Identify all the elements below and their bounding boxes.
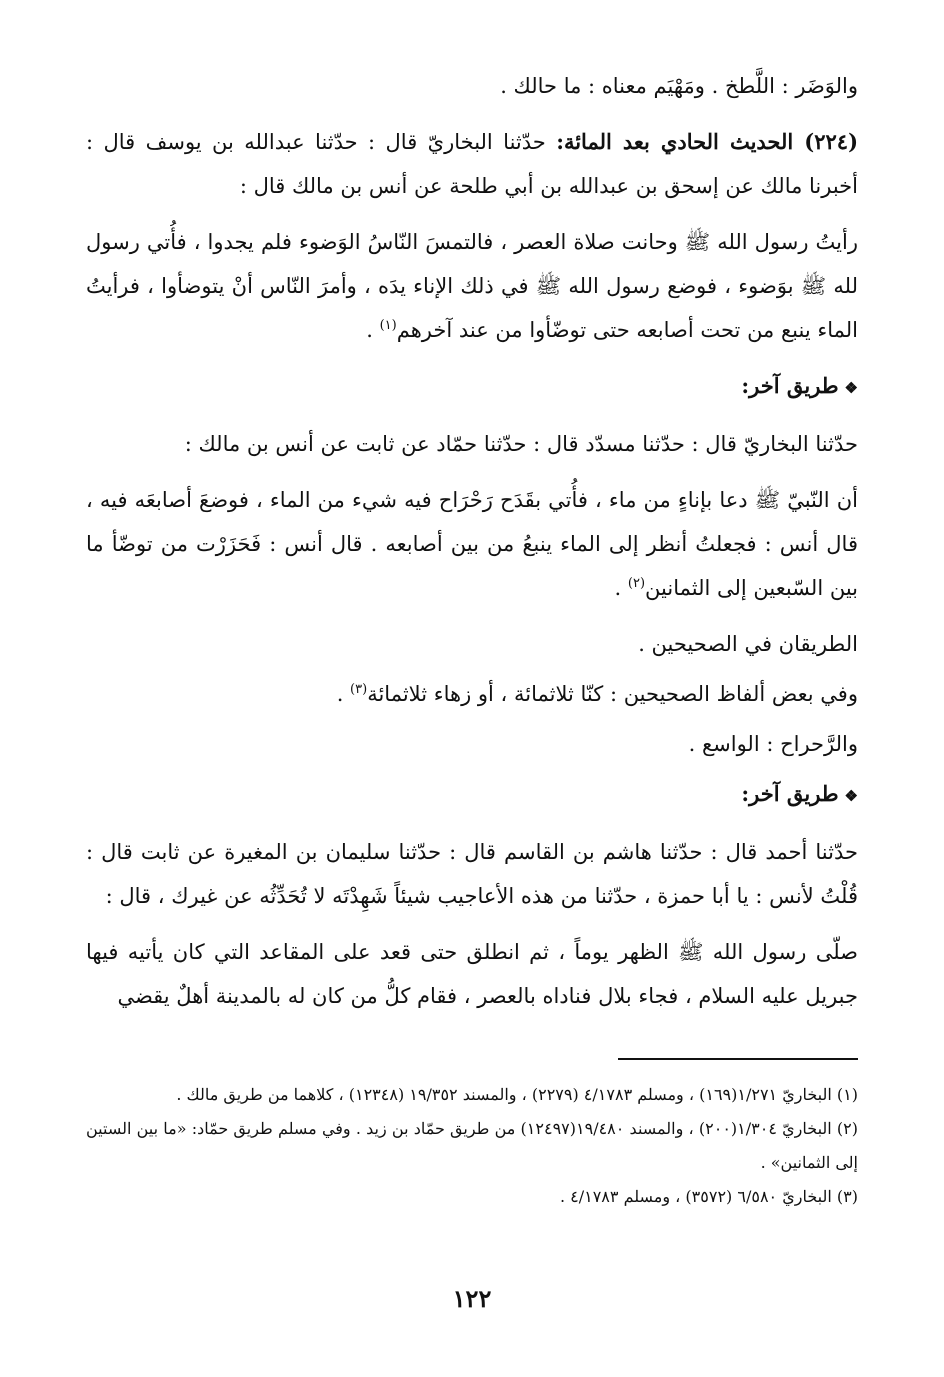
paragraph-7-end: . [336,682,351,706]
subheading-text: طريق آخر: [741,781,839,806]
hadith-heading: (٢٢٤) الحديث الحادي بعد المائة: [556,129,858,154]
footnote-3: (٣) البخاريّ ٦/٥٨٠ (٣٥٧٢) ، ومسلم ٤/١٧٨٣ . [559,1187,858,1206]
page-number: ١٢٢ [452,1284,492,1313]
footnote-ref-3: (٣) [350,682,368,697]
paragraph-3 [86,220,858,352]
paragraph-8: والرَّحراح : الواسع . [688,732,858,756]
main-text [86,64,858,1030]
footnotes [86,1078,858,1214]
footnote-ref-2: (٢) [627,576,646,591]
hadith-224-paragraph [86,120,858,208]
footnote-2: (٢) البخاريّ ١/٣٠٤(٢٠٠) ، والمسند ١٩/٤٨٠(١٢٤٩٧) من طريق حمّاد بن زيد . وفي مسلم طريق حمّاد: «ما بين الستين إلى الثمانين» . [86,1119,859,1172]
paragraph-6: الطريقان في الصحيحين . [638,632,858,656]
paragraph-3-text: رأيتُ رسول الله ﷺ وحانت صلاة العصر ، فالتمسَ النّاسُ الوَضوء فلم يجدوا ، فأُتي رسول لله ﷺ بوَضوء ، فوضع رسول الله ﷺ في ذلك الإناء يدَه ، وأمرَ النّاس أنْ يتوضأوا ، فرأيتُ الماء ينبع من تحت أصابعه حتى توضّأوا من عند آخرهم [86,230,858,342]
paragraph-1: والوَضَر : اللَّطخ . ومَهْيَم معناه : ما حالك . [500,74,858,98]
paragraph-5-text: أن النّبيّ ﷺ دعا بإناءٍ من ماء ، فأُتي بقَدَح رَحْرَاح فيه شيء من الماء ، فوضعَ أصابعَه فيه ، قال أنس : فجعلتُ أنظر إلى الماء ينبعُ من بين أصابعه . قال أنس : فَحَزَرْت من توضّأ ما بين السّبعين إلى الثمانين [86,488,858,600]
diamond-icon: ❖ [844,379,858,397]
subheading-other-route-1 [86,364,858,410]
subheading-other-route-2 [86,772,858,818]
paragraph-7 [86,672,858,716]
footnote-1: (١) البخاريّ ١/٢٧١(١٦٩) ، ومسلم ٤/١٧٨٣ (٢٢٧٩) ، والمسند ١٩/٣٥٢ (١٢٣٤٨) ، كلاهما من طريق مالك . [176,1085,858,1104]
subheading-text: طريق آخر: [741,373,839,398]
paragraph-4: حدّثنا البخاريّ قال : حدّثنا مسدّد قال : حدّثنا حمّاد عن ثابت عن أنس بن مالك : [184,432,858,456]
paragraph-3-end: . [366,318,380,342]
paragraph-10: صلّى رسول الله ﷺ الظهر يوماً ، ثم انطلق حتى قعد على المقاعد التي كان يأتيه فيها جبريل عليه السلام ، فجاء بلال فناداه بالعصر ، فقام كلُّ من كان له بالمدينة أهلٌ يقضي [86,940,858,1008]
footnote-ref-1: (١) [379,318,397,333]
footnote-divider [618,1058,858,1060]
hadith-chain: حدّثنا البخاريّ قال : حدّثنا عبدالله بن يوسف قال : أخبرنا مالك عن إسحق بن عبدالله بن أبي طلحة عن أنس بن مالك قال : [86,130,858,198]
paragraph-5-end: . [614,576,628,600]
paragraph-5 [86,478,858,610]
paragraph-7-text: وفي بعض ألفاظ الصحيحين : كنّا ثلاثمائة ، أو زهاء ثلاثمائة [367,682,858,706]
paragraph-9: حدّثنا أحمد قال : حدّثنا هاشم بن القاسم قال : حدّثنا سليمان بن المغيرة عن ثابت قال : قُلْتُ لأنس : يا أبا حمزة ، حدّثنا من هذه الأعاجيب شيئاً شَهِدْتَه لا تُحَدِّثُه عن غيرك ، قال : [86,840,858,908]
diamond-icon: ❖ [844,787,858,805]
